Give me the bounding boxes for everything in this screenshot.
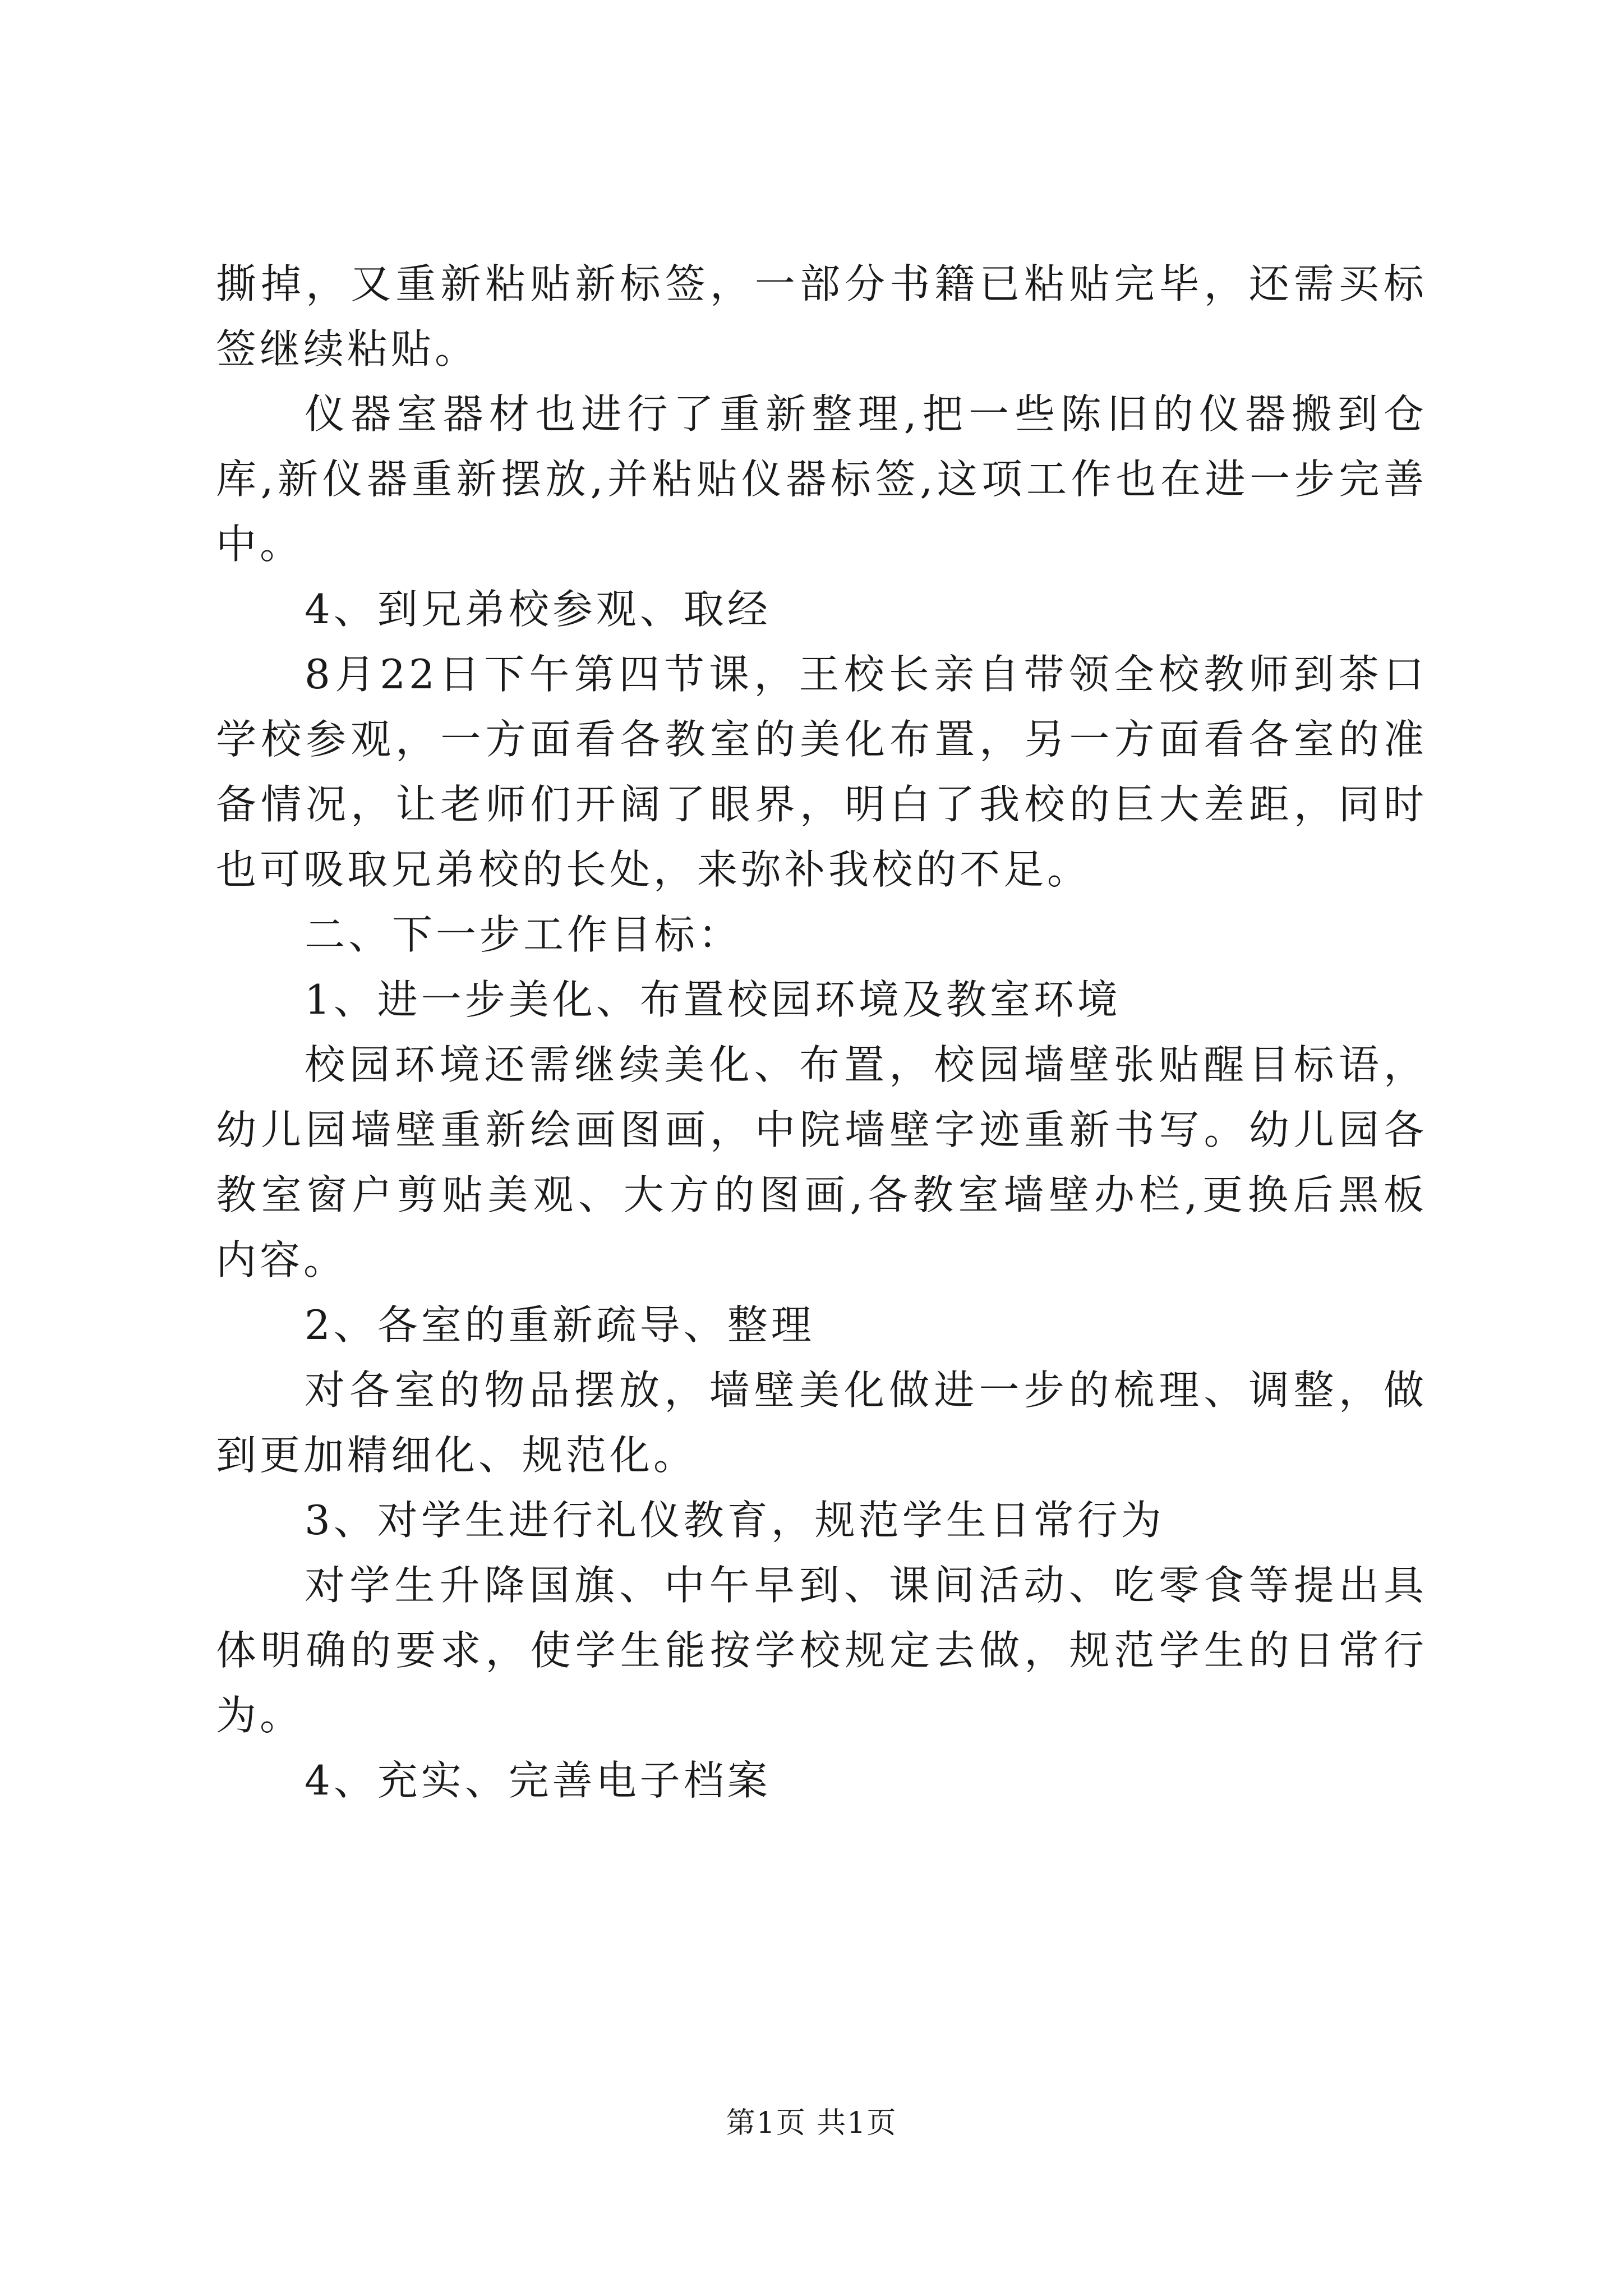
- goal-paragraph-3: 对学生升降国旗、中午早到、课间活动、吃零食等提出具体明确的要求，使学生能按学校规定去做，规范学生的日常行为。: [216, 1562, 1427, 1739]
- document-body: [216, 251, 1427, 1813]
- goal-heading-2: 2、各室的重新疏导、整理: [305, 1301, 815, 1349]
- page-footer: [0, 2104, 1623, 2143]
- goal-heading-4: 4、充实、完善电子档案: [305, 1757, 771, 1804]
- paragraph-visit: 8月22日下午第四节课，王校长亲自带领全校教师到茶口学校参观，一方面看各教室的美化布置，另一方面看各室的准备情况，让老师们开阔了眼界，明白了我校的巨大差距，同时也可吸取兄弟校的长处，来弥补我校的不足。: [216, 651, 1427, 893]
- paragraph-2: 仪器室器材也进行了重新整理,把一些陈旧的仪器搬到仓库,新仪器重新摆放,并粘贴仪器标签,这项工作也在进一步完善中。: [216, 390, 1427, 568]
- page-number-label: 第1页 共1页: [726, 2106, 897, 2140]
- section-heading-4-visit: 4、到兄弟校参观、取经: [305, 586, 771, 633]
- goal-heading-3: 3、对学生进行礼仪教育，规范学生日常行为: [305, 1497, 1165, 1544]
- goal-paragraph-2: 对各室的物品摆放，墙壁美化做进一步的梳理、调整，做到更加精细化、规范化。: [216, 1366, 1427, 1479]
- goal-paragraph-1: 校园环境还需继续美化、布置，校园墙壁张贴醒目标语，幼儿园墙壁重新绘画图画，中院墙壁字迹重新书写。幼儿园各教室窗户剪贴美观、大方的图画,各教室墙壁办栏,更换后黑板内容。: [216, 1041, 1427, 1283]
- goal-heading-1: 1、进一步美化、布置校园环境及教室环境: [305, 976, 1121, 1023]
- paragraph-1: 撕掉，又重新粘贴新标签，一部分书籍已粘贴完毕，还需买标签继续粘贴。: [216, 260, 1427, 372]
- section-heading-next-goals: 二、下一步工作目标：: [305, 911, 743, 958]
